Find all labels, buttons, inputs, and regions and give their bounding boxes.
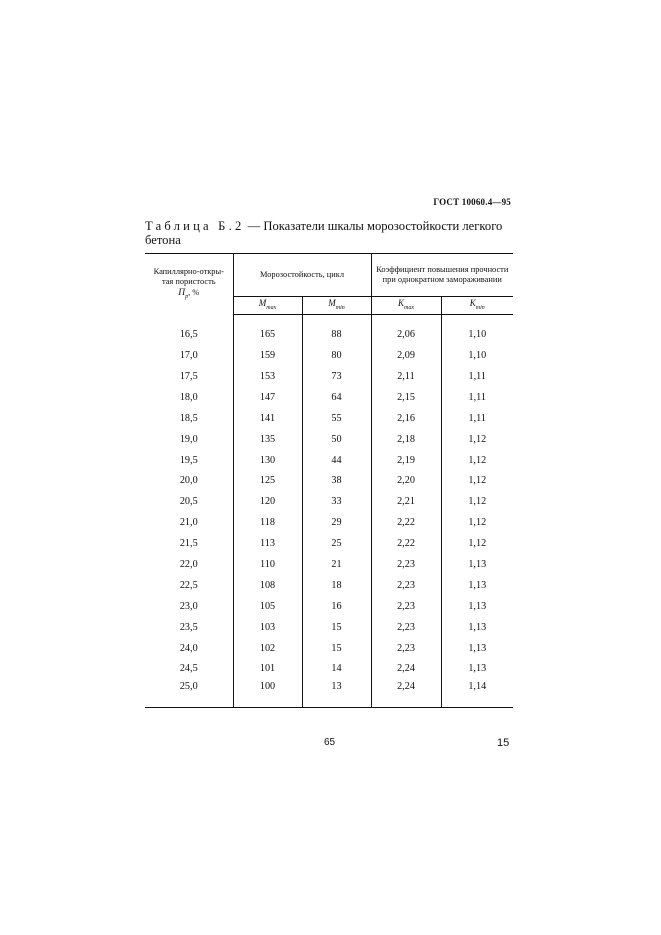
m-max-cell: 135 [233, 429, 302, 450]
k-max-cell: 2,23 [371, 575, 441, 596]
k-max-cell: 2,23 [371, 617, 441, 638]
porosity-cell: 24,0 [179, 642, 198, 654]
subheader-symbol: M [258, 298, 267, 308]
subheader-symbol: K [397, 298, 404, 308]
subheader-m-max [233, 297, 302, 315]
table-row [145, 315, 513, 345]
table-row [145, 471, 513, 492]
header-porosity-line2: тая пористость [161, 277, 216, 287]
porosity-cell: 16,5 [179, 328, 198, 340]
table-row [145, 659, 513, 680]
k-min-cell: 1,10 [441, 345, 513, 366]
m-max-cell: 102 [233, 638, 302, 659]
m-min-cell: 16 [302, 596, 371, 617]
k-max-cell: 2,22 [371, 512, 441, 533]
m-min-cell: 88 [302, 315, 371, 345]
k-max-cell: 2,21 [371, 491, 441, 512]
porosity-cell: 19,0 [179, 433, 198, 445]
table-row [145, 554, 513, 575]
porosity-cell: 23,5 [179, 621, 198, 633]
porosity-cell: 21,5 [179, 538, 198, 550]
m-max-cell: 125 [233, 471, 302, 492]
k-min-cell: 1,12 [441, 429, 513, 450]
k-min-cell: 1,13 [441, 596, 513, 617]
subheader-k-min [441, 297, 513, 315]
m-max-cell: 110 [233, 554, 302, 575]
table-row [145, 345, 513, 366]
porosity-cell: 23,0 [179, 600, 198, 612]
m-max-cell: 105 [233, 596, 302, 617]
k-max-cell: 2,16 [371, 408, 441, 429]
k-max-cell: 2,11 [371, 366, 441, 387]
m-min-cell: 44 [302, 450, 371, 471]
page-number-right: 15 [497, 737, 510, 749]
k-max-cell: 2,19 [371, 450, 441, 471]
table-row [145, 408, 513, 429]
porosity-cell: 20,0 [179, 475, 198, 487]
subheader-k-max [371, 297, 441, 315]
k-max-cell: 2,23 [371, 554, 441, 575]
m-max-cell: 153 [233, 366, 302, 387]
m-min-cell: 73 [302, 366, 371, 387]
k-min-cell: 1,12 [441, 512, 513, 533]
m-max-cell: 120 [233, 491, 302, 512]
k-max-cell: 2,24 [371, 659, 441, 680]
porosity-cell: 19,5 [179, 454, 198, 466]
k-min-cell: 1,12 [441, 533, 513, 554]
m-max-cell: 113 [233, 533, 302, 554]
k-max-cell: 2,22 [371, 533, 441, 554]
table-row [145, 366, 513, 387]
subheader-subscript: max [266, 304, 277, 311]
k-max-cell: 2,24 [371, 679, 441, 708]
m-min-cell: 18 [302, 575, 371, 596]
header-porosity-symbol: П [178, 287, 186, 298]
caption-text: — Показатели шкалы морозостойкости легкого бетона [145, 219, 503, 247]
header-porosity-sub: р [185, 293, 189, 300]
m-max-cell: 165 [233, 315, 302, 345]
k-max-cell: 2,09 [371, 345, 441, 366]
m-min-cell: 25 [302, 533, 371, 554]
m-min-cell: 55 [302, 408, 371, 429]
subheader-m-min [302, 297, 371, 315]
m-min-cell: 64 [302, 387, 371, 408]
k-max-cell: 2,23 [371, 596, 441, 617]
porosity-cell: 22,0 [179, 559, 198, 571]
standard-code: ГОСТ 10060.4—95 [433, 197, 511, 207]
table-row [145, 617, 513, 638]
table-row [145, 491, 513, 512]
m-min-cell: 14 [302, 659, 371, 680]
table-row [145, 512, 513, 533]
m-min-cell: 13 [302, 679, 371, 708]
subheader-subscript: max [404, 304, 414, 311]
table-row [145, 596, 513, 617]
k-min-cell: 1,13 [441, 659, 513, 680]
subheader-symbol: K [469, 298, 476, 308]
table-row [145, 450, 513, 471]
k-min-cell: 1,13 [441, 575, 513, 596]
k-min-cell: 1,12 [441, 491, 513, 512]
subheader-symbol: M [328, 298, 336, 308]
porosity-cell: 17,0 [179, 350, 198, 362]
k-min-cell: 1,11 [441, 408, 513, 429]
k-min-cell: 1,11 [441, 366, 513, 387]
porosity-cell: 20,5 [179, 496, 198, 508]
m-max-cell: 103 [233, 617, 302, 638]
k-min-cell: 1,11 [441, 387, 513, 408]
header-porosity-line1: Капиллярно-откры- [153, 266, 224, 276]
porosity-cell: 18,0 [179, 391, 198, 403]
k-min-cell: 1,14 [441, 679, 513, 708]
m-min-cell: 38 [302, 471, 371, 492]
m-max-cell: 130 [233, 450, 302, 471]
porosity-cell: 17,5 [179, 371, 198, 383]
porosity-cell: 18,5 [179, 412, 198, 424]
table-row [145, 429, 513, 450]
m-min-cell: 15 [302, 617, 371, 638]
k-max-cell: 2,18 [371, 429, 441, 450]
subheader-subscript: min [475, 304, 485, 311]
table-row [145, 575, 513, 596]
k-min-cell: 1,13 [441, 638, 513, 659]
header-porosity-unit: , % [188, 287, 200, 297]
k-min-cell: 1,12 [441, 471, 513, 492]
k-max-cell: 2,20 [371, 471, 441, 492]
m-max-cell: 159 [233, 345, 302, 366]
k-max-cell: 2,15 [371, 387, 441, 408]
porosity-cell: 24,5 [179, 663, 198, 675]
k-max-cell: 2,23 [371, 638, 441, 659]
m-min-cell: 15 [302, 638, 371, 659]
m-min-cell: 50 [302, 429, 371, 450]
k-min-cell: 1,10 [441, 315, 513, 345]
k-max-cell: 2,06 [371, 315, 441, 345]
porosity-cell: 22,5 [179, 579, 198, 591]
m-min-cell: 29 [302, 512, 371, 533]
m-max-cell: 118 [233, 512, 302, 533]
frost-resistance-table [145, 253, 513, 708]
table-row [145, 638, 513, 659]
m-max-cell: 147 [233, 387, 302, 408]
caption-prefix: Таблица Б.2 [145, 219, 245, 233]
table-caption [145, 219, 513, 247]
header-strength-coefficient: Коэффициент повышения прочности при однократном замораживании [376, 264, 509, 284]
k-min-cell: 1,12 [441, 450, 513, 471]
m-min-cell: 80 [302, 345, 371, 366]
m-max-cell: 100 [233, 679, 302, 708]
porosity-cell: 21,0 [179, 517, 198, 529]
page-number-left: 65 [324, 737, 336, 748]
porosity-cell: 25,0 [179, 681, 198, 693]
k-min-cell: 1,13 [441, 617, 513, 638]
subheader-subscript: min [335, 304, 345, 311]
m-max-cell: 108 [233, 575, 302, 596]
table-row [145, 533, 513, 554]
header-porosity [145, 254, 233, 315]
m-min-cell: 21 [302, 554, 371, 575]
k-min-cell: 1,13 [441, 554, 513, 575]
table-row [145, 387, 513, 408]
table-row [145, 679, 513, 708]
m-max-cell: 101 [233, 659, 302, 680]
header-frost-resistance: Морозостойкость, цикл [233, 254, 371, 297]
m-min-cell: 33 [302, 491, 371, 512]
m-max-cell: 141 [233, 408, 302, 429]
